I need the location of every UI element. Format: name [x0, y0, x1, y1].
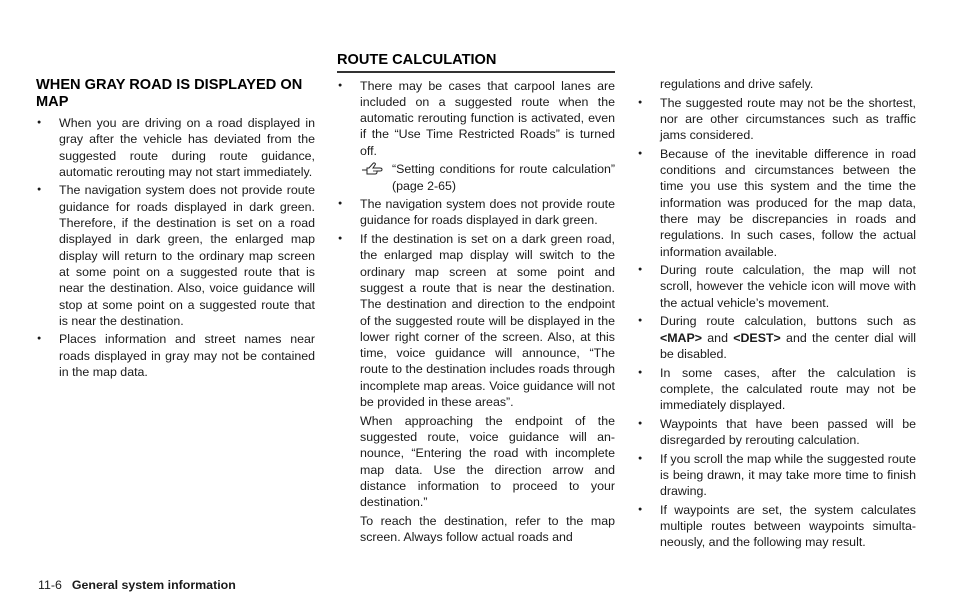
text-run: During route calculation, buttons such as [660, 314, 916, 329]
reference-hand-icon [361, 161, 385, 177]
bullet-item: ● If the destination is set on a dark green road, the enlarged map display will switch to the ordinary map screen at some point and suggest a route that is near the destination. The destination and direction to the endpoint of the suggested route will be displayed in the lower right corner of the screen. Also, at this time, voice guidance will announce, “The route to the destination includes roads through incomplete map areas. Voice guidance will not be provided in these areas”. [337, 231, 615, 410]
cross-reference[interactable] [337, 161, 615, 194]
continued-paragraph: regulations and drive safely. [660, 77, 814, 91]
bullet-item: ● There may be cases that carpool lanes are included on a suggested route when the automatic rerouting function is activated, even if the “Use Time Restricted Roads” is turned off. [337, 78, 615, 159]
text-run: and the center dial will be disabled. [660, 330, 916, 361]
paragraph: To reach the destination, refer to the map screen. Always follow actual roads and [360, 514, 615, 545]
bullet-item: ● The suggested route may not be the shortest, nor are other circumstances such as traffic jams considered. [637, 95, 916, 144]
section-heading-gray-road: WHEN GRAY ROAD IS DISPLAYED ON MAP [36, 77, 303, 110]
page-number: 11-6 [38, 578, 62, 592]
cross-reference-text: “Setting conditions for route calculation” (page 2-65) [392, 162, 615, 193]
bullet-item: ● Waypoints that have been passed will be disregarded by rerouting calculation. [637, 416, 916, 449]
bullet-item: ● In some cases, after the calculation is complete, the calculated route may not be immediately displayed. [637, 365, 916, 414]
text-run: and [702, 330, 734, 345]
section-heading-route-calculation: ROUTE CALCULATION [337, 52, 615, 73]
section-title: General system information [71, 578, 236, 592]
page-footer [38, 577, 236, 593]
bullet-item [637, 313, 916, 362]
bullet-item: ● When you are driving on a road displayed in gray after the vehicle has deviated from the suggested route during route guidance, automatic rerouting may not start immediately. [36, 115, 315, 180]
column-right [637, 76, 916, 553]
bullet-item: ● If waypoints are set, the system calculates multiple routes between waypoints simultaneously, and the following may result. [637, 502, 916, 551]
paragraph: When approaching the endpoint of the suggested route, voice guidance will announce, “Entering the road with incomplete map data. Use the direction arrow and distance information to proceed to your destination.” [360, 413, 615, 510]
bullet-item: ● During route calculation, the map will not scroll, however the vehicle icon will move with the actual vehicle’s movement. [637, 262, 916, 311]
bullet-item: ● The navigation system does not provide route guidance for roads displayed in dark green. Therefore, if the destination is set on a road displayed in dark green, the enlarged map display will return to the ordinary map screen at some point on a suggested route that is near the destination. Also, voice guidance will stop at some point on a suggested route that is near the destination. [36, 182, 315, 329]
bullet-item: ● The navigation system does not provide route guidance for roads displayed in dark green. [337, 196, 615, 229]
dest-key-label: <DEST> [733, 330, 781, 345]
column-middle [337, 52, 615, 548]
map-key-label: <MAP> [660, 330, 703, 345]
column-left [36, 77, 315, 383]
bullet-item: ● Places information and street names near roads displayed in gray may not be contained in the map data. [36, 331, 315, 380]
bullet-item: ● Because of the inevitable difference in road conditions and circumstances between the time you use this system and the time the information was produced for the map data, there may be discrepancies in roads and regulations. In such cases, follow the actual information available. [637, 146, 916, 260]
bullet-item: ● If you scroll the map while the suggested route is being drawn, it may take more time to finish drawing. [637, 451, 916, 500]
